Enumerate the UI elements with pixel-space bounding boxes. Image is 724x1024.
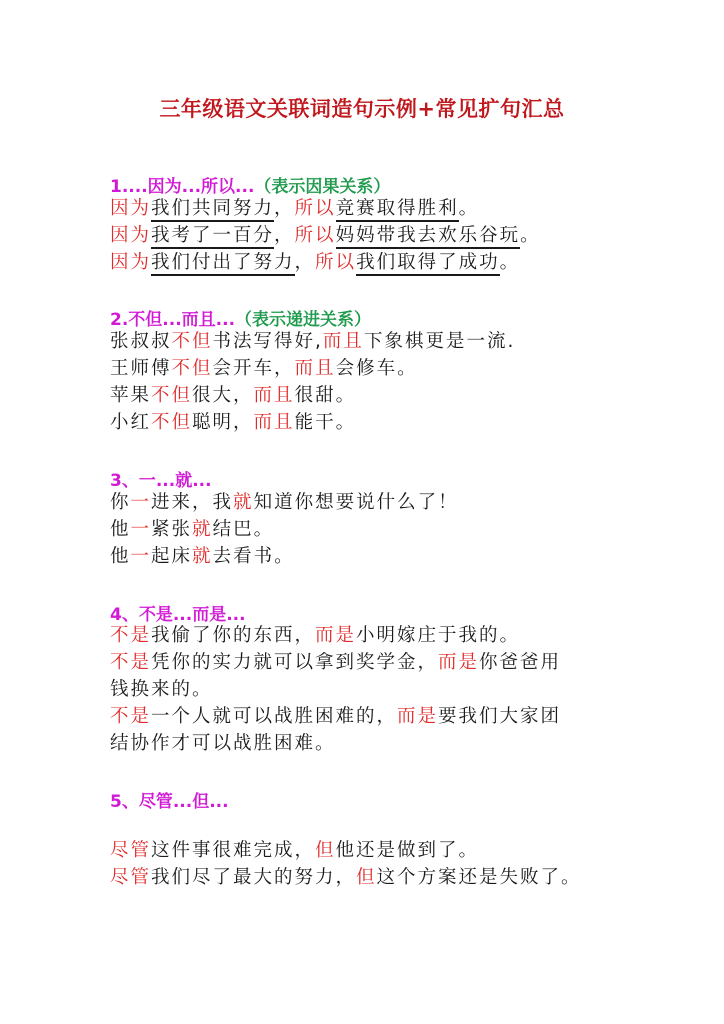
sentence-text: 一个人就可以战胜困难的， bbox=[151, 706, 398, 727]
sentence-text: 会开车， bbox=[212, 358, 295, 379]
sentence-text: 张叔叔 bbox=[110, 331, 172, 352]
keyword: 就 bbox=[192, 519, 213, 540]
example-sentence bbox=[110, 545, 295, 569]
keyword: 而是 bbox=[438, 652, 480, 673]
sentence-text: 我们尽了最大的努力， bbox=[151, 867, 357, 888]
underlined-clause: 我们共同努力 bbox=[151, 198, 274, 222]
punctuation: 。 bbox=[458, 198, 480, 219]
punctuation: 。 bbox=[499, 252, 521, 273]
keyword: 尽管 bbox=[110, 867, 152, 888]
example-sentence bbox=[110, 624, 520, 648]
sentence-text: 他 bbox=[110, 546, 131, 567]
sentence-text: 小红 bbox=[110, 412, 152, 433]
punctuation: ， bbox=[274, 198, 295, 219]
sentence-text: 起床 bbox=[151, 546, 193, 567]
keyword: 一 bbox=[130, 546, 152, 567]
underlined-clause: 我考了一百分 bbox=[151, 225, 274, 249]
sentence-text: 很甜。 bbox=[294, 385, 357, 406]
keyword: 所以 bbox=[294, 225, 336, 246]
keyword: 不是 bbox=[110, 706, 152, 727]
keyword: 而是 bbox=[397, 706, 439, 727]
sentence-text: 聪明， bbox=[192, 412, 254, 433]
sentence-text: 能干。 bbox=[294, 412, 357, 433]
section-4-heading bbox=[110, 600, 246, 625]
section-5-heading bbox=[110, 787, 229, 812]
punctuation: 。 bbox=[520, 225, 541, 246]
keyword: 但 bbox=[315, 840, 336, 861]
example-sentence bbox=[110, 839, 479, 863]
sentence-text: 知道你想要说什么了！ bbox=[253, 492, 459, 513]
sentence-text: 紧张 bbox=[151, 519, 193, 540]
keyword: 因为 bbox=[110, 225, 152, 246]
sentence-text: 你 bbox=[110, 492, 131, 513]
heading-text: 2.不但...而且... bbox=[110, 310, 236, 330]
sentence-text: 要我们大家团 bbox=[438, 706, 562, 727]
sentence-text: 凭你的实力就可以拿到奖学金， bbox=[151, 652, 439, 673]
keyword: 不但 bbox=[151, 412, 193, 433]
example-sentence bbox=[110, 866, 582, 890]
heading-text: 3、一...就... bbox=[110, 471, 212, 491]
example-sentence-continuation bbox=[110, 678, 213, 702]
sentence-text: 他还是做到了。 bbox=[335, 840, 480, 861]
example-sentence bbox=[110, 330, 515, 354]
keyword: 不是 bbox=[110, 625, 152, 646]
keyword: 因为 bbox=[110, 198, 152, 219]
sentence-text: 这个方案还是失败了。 bbox=[376, 867, 582, 888]
example-sentence bbox=[110, 411, 356, 435]
heading-text: 5、尽管...但... bbox=[110, 792, 229, 812]
underlined-clause: 我们付出了努力 bbox=[151, 252, 295, 276]
example-sentence bbox=[110, 705, 561, 729]
example-sentence bbox=[110, 224, 541, 248]
keyword: 尽管 bbox=[110, 840, 152, 861]
sentence-text: 进来，我 bbox=[151, 492, 234, 513]
example-sentence bbox=[110, 518, 274, 542]
punctuation: ， bbox=[274, 225, 295, 246]
underlined-clause: 我们取得了成功 bbox=[356, 252, 500, 276]
keyword: 不是 bbox=[110, 652, 152, 673]
sentence-text: 小明嫁庄于我的。 bbox=[356, 625, 521, 646]
keyword: 就 bbox=[233, 492, 254, 513]
example-sentence bbox=[110, 251, 520, 275]
sentence-text: 钱换来的。 bbox=[110, 679, 213, 700]
sentence-text: 你爸爸用 bbox=[479, 652, 562, 673]
keyword: 不但 bbox=[171, 331, 213, 352]
keyword: 但 bbox=[356, 867, 377, 888]
keyword: 不但 bbox=[171, 358, 213, 379]
heading-text: 1....因为...所以... bbox=[110, 177, 255, 197]
section-1-heading bbox=[110, 172, 390, 197]
underlined-clause: 妈妈带我去欢乐谷玩 bbox=[336, 225, 521, 249]
keyword: 而且 bbox=[322, 331, 364, 352]
keyword: 而是 bbox=[315, 625, 357, 646]
section-2-heading bbox=[110, 305, 371, 330]
sentence-text: 苹果 bbox=[110, 385, 152, 406]
sentence-text: 很大， bbox=[192, 385, 254, 406]
keyword: 而且 bbox=[253, 412, 295, 433]
sentence-text: 这件事很难完成， bbox=[151, 840, 316, 861]
keyword: 不但 bbox=[151, 385, 193, 406]
page-title: 三年级语文关联词造句示例+常见扩句汇总 bbox=[159, 97, 565, 121]
punctuation: ， bbox=[294, 252, 316, 273]
heading-text: 4、不是...而是... bbox=[110, 605, 246, 625]
sentence-text: 结协作才可以战胜困难。 bbox=[110, 733, 336, 754]
keyword: 而且 bbox=[253, 385, 295, 406]
example-sentence bbox=[110, 651, 561, 675]
sentence-text: 结巴。 bbox=[212, 519, 275, 540]
keyword: 而且 bbox=[294, 358, 336, 379]
sentence-text: 书法写得好, bbox=[212, 331, 323, 352]
example-sentence bbox=[110, 197, 479, 221]
sentence-text: 王师傅 bbox=[110, 358, 172, 379]
sentence-text: 会修车。 bbox=[335, 358, 418, 379]
section-3-heading bbox=[110, 466, 212, 491]
example-sentence-continuation bbox=[110, 732, 336, 756]
sentence-text: 去看书。 bbox=[212, 546, 295, 567]
keyword: 所以 bbox=[315, 252, 357, 273]
keyword: 就 bbox=[192, 546, 213, 567]
keyword: 因为 bbox=[110, 252, 152, 273]
underlined-clause: 竞赛取得胜利 bbox=[336, 198, 459, 222]
heading-note: （表示因果关系） bbox=[254, 177, 391, 197]
sentence-text: 他 bbox=[110, 519, 131, 540]
example-sentence bbox=[110, 384, 356, 408]
heading-note: （表示递进关系） bbox=[235, 310, 372, 330]
keyword: 一 bbox=[130, 492, 152, 513]
sentence-text: 我偷了你的东西， bbox=[151, 625, 316, 646]
keyword: 一 bbox=[130, 519, 152, 540]
keyword: 所以 bbox=[294, 198, 336, 219]
example-sentence bbox=[110, 357, 418, 381]
example-sentence bbox=[110, 491, 459, 515]
sentence-text: 下象棋更是一流. bbox=[363, 331, 516, 352]
